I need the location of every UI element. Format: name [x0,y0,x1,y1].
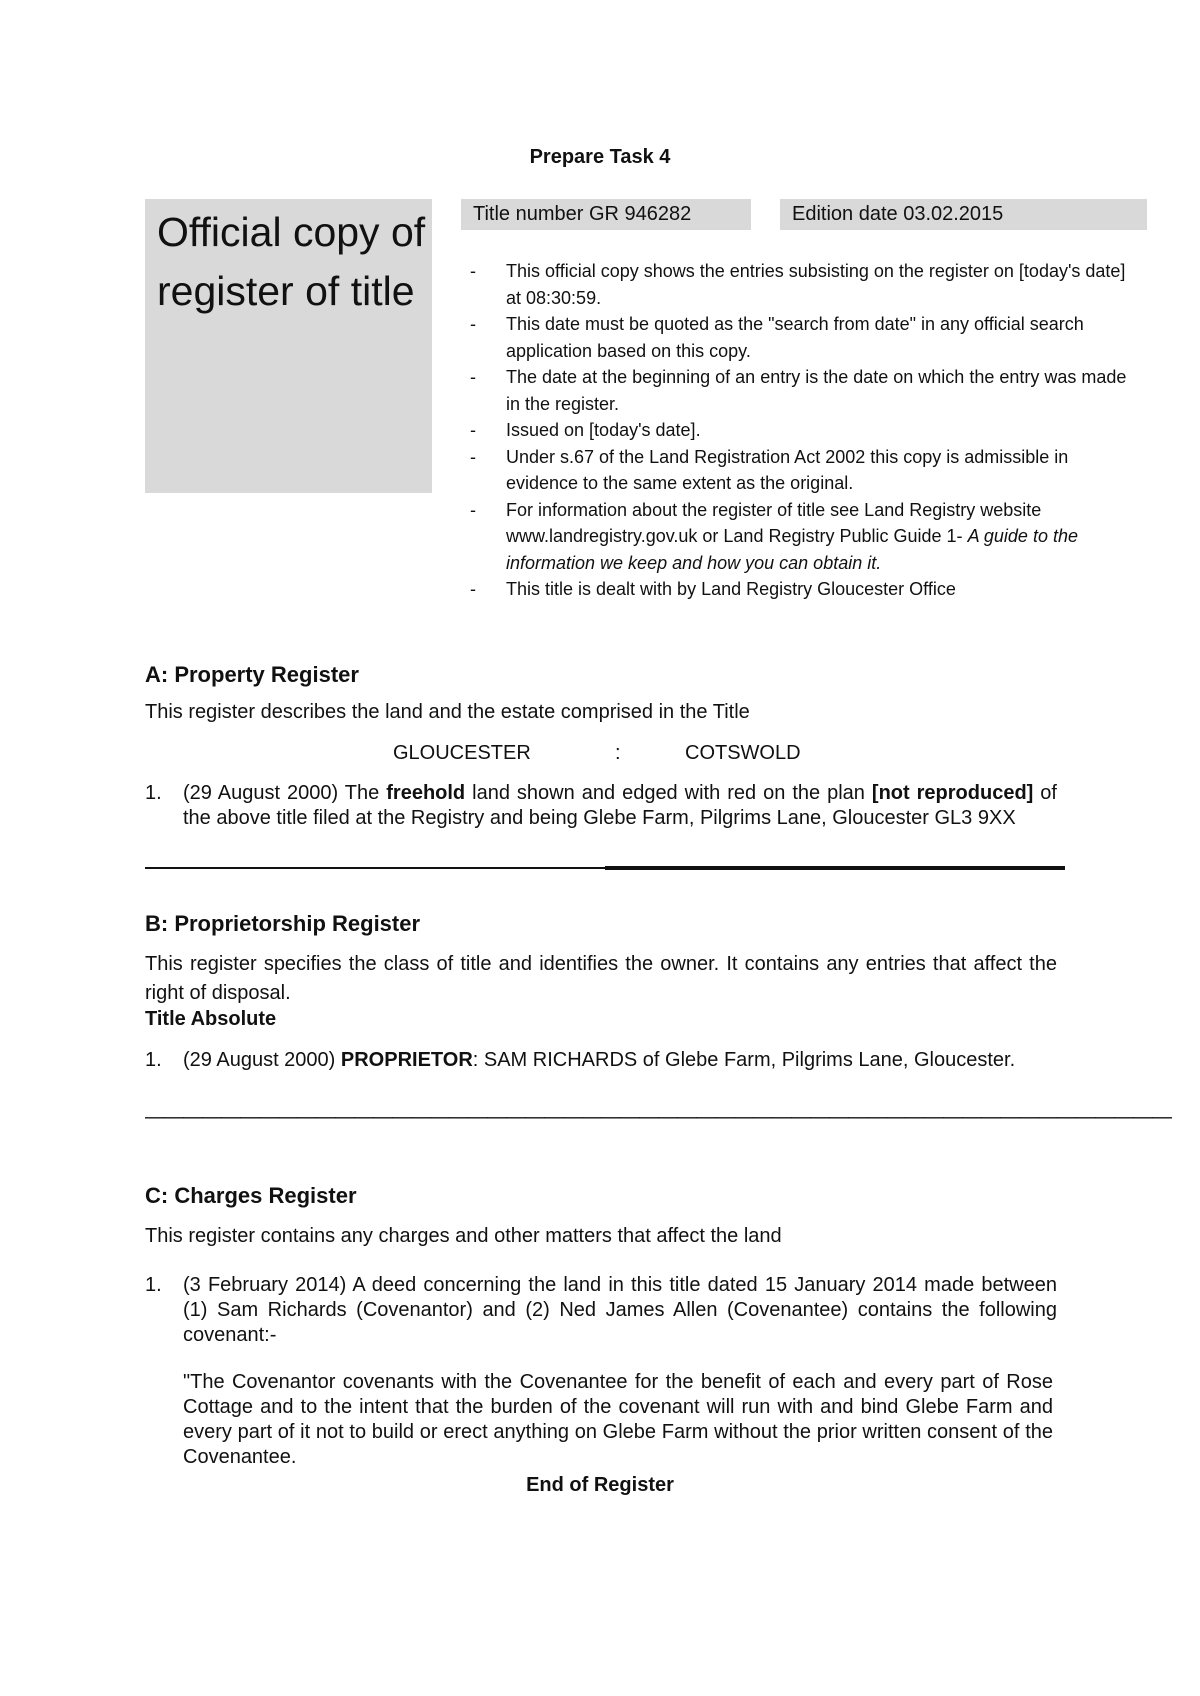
title-class: Title Absolute [145,1008,277,1030]
note-text: Under s.67 of the Land Registration Act 2002 this copy is admissible in evidence to the same extent as the original. [506,446,1069,493]
official-copy-box [145,199,432,493]
entry-number: 1. [145,1049,162,1071]
section-a-heading: A: Property Register [145,662,359,687]
entry-text: (29 August 2000) The freehold land shown and edged with red on the plan [not reproduced] of the above title filed at the Registry and being Glebe Farm, Pilgrims Lane, Gloucester GL3 9XX [183,782,1057,829]
section-a-description: This register describes the land and the estate comprised in the Title [145,701,750,723]
dash-separator: —————————————————————————————————————————————————————— [145,1106,1171,1128]
proprietor-entry [145,1048,1057,1100]
charge-entry [145,1273,1057,1351]
entry-text: (3 February 2014) A deed concerning the land in this title dated 15 January 2014 made between (1) Sam Richards (Covenantor) and (2) Ned James Allen (Covenantee) contains the following covenant:- [183,1274,1057,1346]
edition-date-text: Edition date 03.02.2015 [792,203,1004,225]
entry-number: 1. [145,1274,162,1296]
note-item: - Issued on [today's date]. [470,420,701,440]
title-number-text: Title number GR 946282 [473,203,692,225]
place-separator: : [615,742,621,764]
section-b-description: This register specifies the class of title and identifies the owner. It contains any entries that affect the right of disposal. [145,953,1057,1004]
note-text: This official copy shows the entries subsisting on the register on [today's date] at 08:30:59. [506,261,1126,308]
entry-number: 1. [145,782,162,804]
guide-title: A guide to the information we keep and how you can obtain it. [506,526,1078,573]
note-text: Issued on [today's date]. [506,420,701,440]
note-item: - The date at the beginning of an entry is the date on which the entry was made in the register. [470,367,1127,414]
note-text: This title is dealt with by Land Registry Gloucester Office [506,579,956,599]
edition-date-field [780,199,1147,230]
section-c-heading: C: Charges Register [145,1183,357,1208]
note-text: The date at the beginning of an entry is the date on which the entry was made in the register. [506,367,1127,414]
note-item: - Under s.67 of the Land Registration Act 2002 this copy is admissible in evidence to the same extent as the original. [470,446,1069,493]
entry-text: (29 August 2000) PROPRIETOR: SAM RICHARDS of Glebe Farm, Pilgrims Lane, Gloucester. [183,1049,1016,1071]
note-text: This date must be quoted as the "search from date" in any official search application based on this copy. [506,314,1084,361]
district-name: COTSWOLD [685,742,801,764]
section-c-description: This register contains any charges and other matters that affect the land [145,1225,782,1247]
note-item: - This date must be quoted as the "search from date" in any official search application based on this copy. [470,314,1084,361]
note-text: For information about the register of title see Land Registry website www.landregistry.gov.uk or Land Registry Public Guide 1- [506,499,1042,546]
notes-list [468,258,1128,603]
end-of-register: End of Register [526,1474,674,1496]
note-item: - For information about the register of title see Land Registry website www.landregistry.gov.uk or Land Registry Public Guide 1- A guide to the information we keep and how you can obtain it. [470,499,1078,573]
title-number-field [461,199,751,230]
section-divider [145,867,605,869]
property-entry [145,781,1057,859]
note-item: - This official copy shows the entries subsisting on the register on [today's date] at 08:30:59. [470,261,1126,308]
county-name: GLOUCESTER [393,742,531,764]
note-item: - This title is dealt with by Land Registry Gloucester Office [470,579,956,599]
section-b-heading: B: Proprietorship Register [145,911,421,936]
official-copy-heading: Official copy of register of title [157,209,426,314]
section-divider [605,866,1065,870]
covenant-quote: "The Covenantor covenants with the Covenantee for the benefit of each and every part of Rose Cottage and to the intent that the burden of the covenant will run with and bind Glebe Farm and every part of it not to build or erect anything on Glebe Farm without the prior written consent of the Covenantee. [183,1371,1053,1468]
page-title: Prepare Task 4 [529,146,671,168]
